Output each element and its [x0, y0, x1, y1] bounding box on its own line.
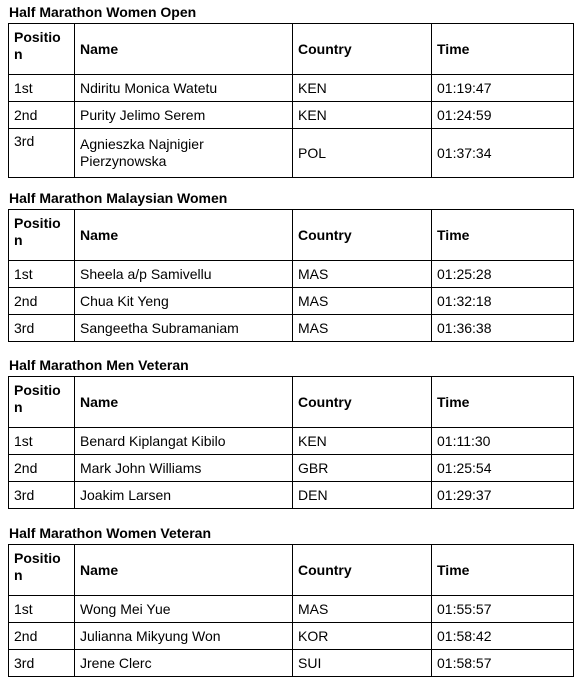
table-row: [9, 261, 574, 288]
header-country: Country: [293, 377, 432, 428]
header-position: Position: [9, 377, 75, 428]
cell-position: 3rd: [9, 482, 75, 509]
table-header-row: [9, 24, 574, 75]
cell-country: KEN: [293, 75, 432, 102]
table-row: [9, 129, 574, 178]
cell-position: 1st: [9, 261, 75, 288]
table-header-row: [9, 545, 574, 596]
cell-name: Chua Kit Yeng: [75, 288, 293, 315]
cell-position: 3rd: [9, 315, 75, 342]
header-time: Time: [432, 210, 574, 261]
section-title: Half Marathon Malaysian Women: [9, 190, 228, 206]
cell-time: 01:55:57: [432, 596, 574, 623]
table-header-row: [9, 377, 574, 428]
header-time: Time: [432, 545, 574, 596]
cell-name: Mark John Williams: [75, 455, 293, 482]
cell-name: Wong Mei Yue: [75, 596, 293, 623]
section-title: Half Marathon Men Veteran: [9, 357, 189, 373]
results-table: [8, 376, 574, 509]
table-row: [9, 455, 574, 482]
table-row: [9, 288, 574, 315]
cell-name: Sangeetha Subramaniam: [75, 315, 293, 342]
header-name: Name: [75, 210, 293, 261]
cell-country: DEN: [293, 482, 432, 509]
cell-position: 1st: [9, 75, 75, 102]
header-position: Position: [9, 24, 75, 75]
cell-name: Sheela a/p Samivellu: [75, 261, 293, 288]
section-title: Half Marathon Women Open: [9, 4, 197, 20]
header-time: Time: [432, 24, 574, 75]
cell-country: MAS: [293, 261, 432, 288]
header-time: Time: [432, 377, 574, 428]
cell-time: 01:37:34: [432, 129, 574, 178]
results-section-men-veteran: [8, 357, 573, 509]
cell-country: GBR: [293, 455, 432, 482]
cell-country: MAS: [293, 596, 432, 623]
results-section-women-open: [8, 4, 573, 178]
results-table: [8, 209, 574, 342]
header-name: Name: [75, 545, 293, 596]
cell-country: KOR: [293, 623, 432, 650]
header-position: Position: [9, 210, 75, 261]
table-row: [9, 623, 574, 650]
cell-time: 01:32:18: [432, 288, 574, 315]
cell-country: SUI: [293, 650, 432, 677]
results-section-women-veteran: [8, 525, 573, 677]
results-table: [8, 23, 574, 178]
cell-country: KEN: [293, 428, 432, 455]
table-row: [9, 428, 574, 455]
cell-time: 01:11:30: [432, 428, 574, 455]
cell-time: 01:24:59: [432, 102, 574, 129]
cell-time: 01:58:57: [432, 650, 574, 677]
header-position: Position: [9, 545, 75, 596]
header-country: Country: [293, 210, 432, 261]
cell-name: Purity Jelimo Serem: [75, 102, 293, 129]
cell-position: 2nd: [9, 288, 75, 315]
cell-name: Benard Kiplangat Kibilo: [75, 428, 293, 455]
cell-position: 1st: [9, 428, 75, 455]
cell-position: 2nd: [9, 102, 75, 129]
header-country: Country: [293, 24, 432, 75]
cell-name: Julianna Mikyung Won: [75, 623, 293, 650]
cell-country: KEN: [293, 102, 432, 129]
header-name: Name: [75, 377, 293, 428]
cell-name: Ndiritu Monica Watetu: [75, 75, 293, 102]
cell-country: MAS: [293, 315, 432, 342]
cell-name: Joakim Larsen: [75, 482, 293, 509]
table-row: [9, 596, 574, 623]
cell-time: 01:58:42: [432, 623, 574, 650]
cell-position: 3rd: [9, 650, 75, 677]
table-row: [9, 315, 574, 342]
table-row: [9, 482, 574, 509]
results-table: [8, 544, 574, 677]
cell-time: 01:25:28: [432, 261, 574, 288]
table-header-row: [9, 210, 574, 261]
header-name: Name: [75, 24, 293, 75]
cell-position: 2nd: [9, 455, 75, 482]
cell-time: 01:25:54: [432, 455, 574, 482]
results-section-malaysian-women: [8, 190, 573, 342]
section-title: Half Marathon Women Veteran: [9, 525, 212, 541]
cell-position: 1st: [9, 596, 75, 623]
cell-name: Jrene Clerc: [75, 650, 293, 677]
cell-position: 3rd: [9, 129, 75, 178]
cell-time: 01:36:38: [432, 315, 574, 342]
table-row: [9, 75, 574, 102]
cell-position: 2nd: [9, 623, 75, 650]
table-row: [9, 102, 574, 129]
table-row: [9, 650, 574, 677]
cell-time: 01:19:47: [432, 75, 574, 102]
cell-name: Agnieszka Najnigier Pierzynowska: [75, 129, 293, 178]
cell-country: POL: [293, 129, 432, 178]
header-country: Country: [293, 545, 432, 596]
cell-time: 01:29:37: [432, 482, 574, 509]
cell-country: MAS: [293, 288, 432, 315]
